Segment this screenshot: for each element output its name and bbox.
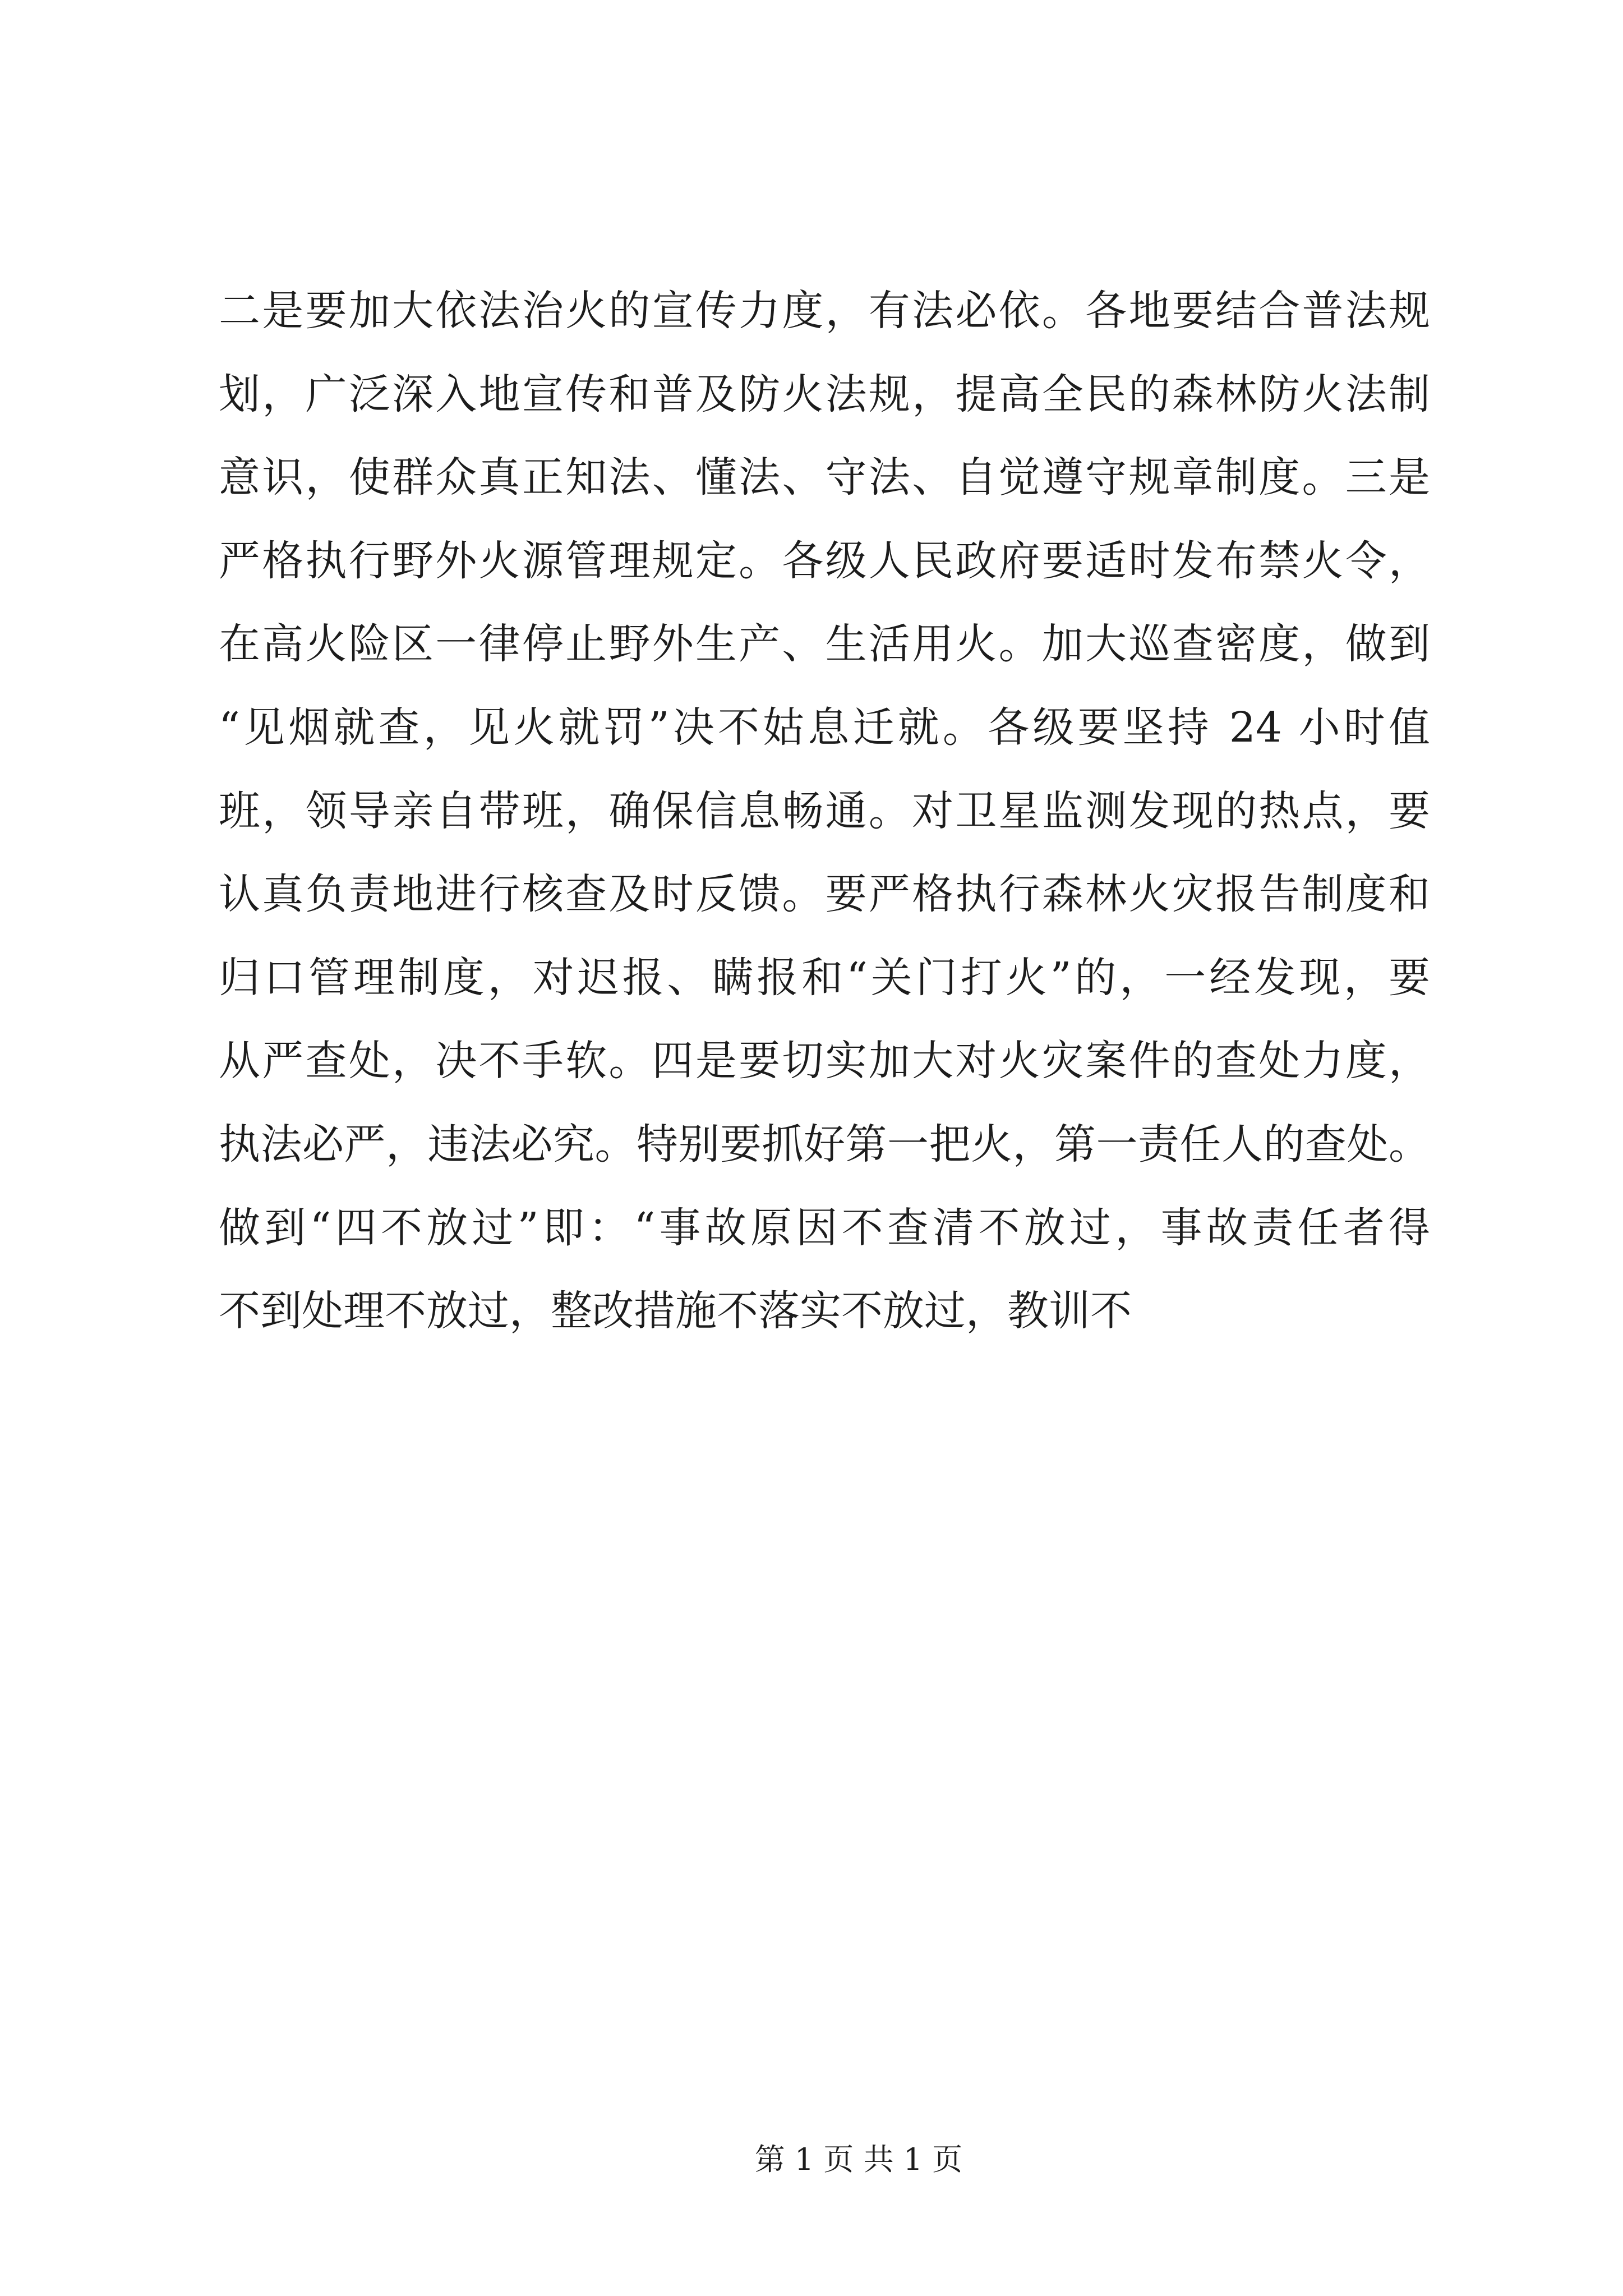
- body-text-line-last: 不到处理不放过，整改措施不落实不放过，教训不: [219, 1287, 1132, 1336]
- body-text-line: 划，广泛深入地宣传和普及防火法规，提高全民的森林防火法制: [219, 370, 1430, 418]
- body-text-line: 执法必严，违法必究。特别要抓好第一把火，第一责任人的查处。: [219, 1120, 1430, 1168]
- body-text-line: 认真负责地进行核查及时反馈。要严格执行森林火灾报告制度和: [219, 870, 1430, 919]
- page-number-footer: 第 1 页 共 1 页: [754, 2142, 963, 2177]
- body-text-line: 班，领导亲自带班，确保信息畅通。对卫星监测发现的热点，要: [219, 786, 1430, 835]
- body-text-line: 归口管理制度，对迟报、瞒报和“关门打火”的，一经发现，要: [219, 953, 1430, 1002]
- body-text-line: 严格执行野外火源管理规定。各级人民政府要适时发布禁火令，: [219, 536, 1430, 585]
- body-paragraph: [219, 269, 1430, 1353]
- body-text-line: “见烟就查，见火就罚”决不姑息迁就。各级要坚持 24 小时值: [219, 703, 1430, 752]
- body-text-line: 二是要加大依法治火的宣传力度，有法必依。各地要结合普法规: [219, 287, 1430, 335]
- body-text-line: 在高火险区一律停止野外生产、生活用火。加大巡查密度，做到: [219, 620, 1430, 669]
- body-text-line: 做到“四不放过”即：“事故原因不查清不放过，事故责任者得: [219, 1203, 1430, 1252]
- body-text-line: 从严查处，决不手软。四是要切实加大对火灾案件的查处力度，: [219, 1037, 1430, 1085]
- body-text-line: 意识，使群众真正知法、懂法、守法、自觉遵守规章制度。三是: [219, 453, 1430, 502]
